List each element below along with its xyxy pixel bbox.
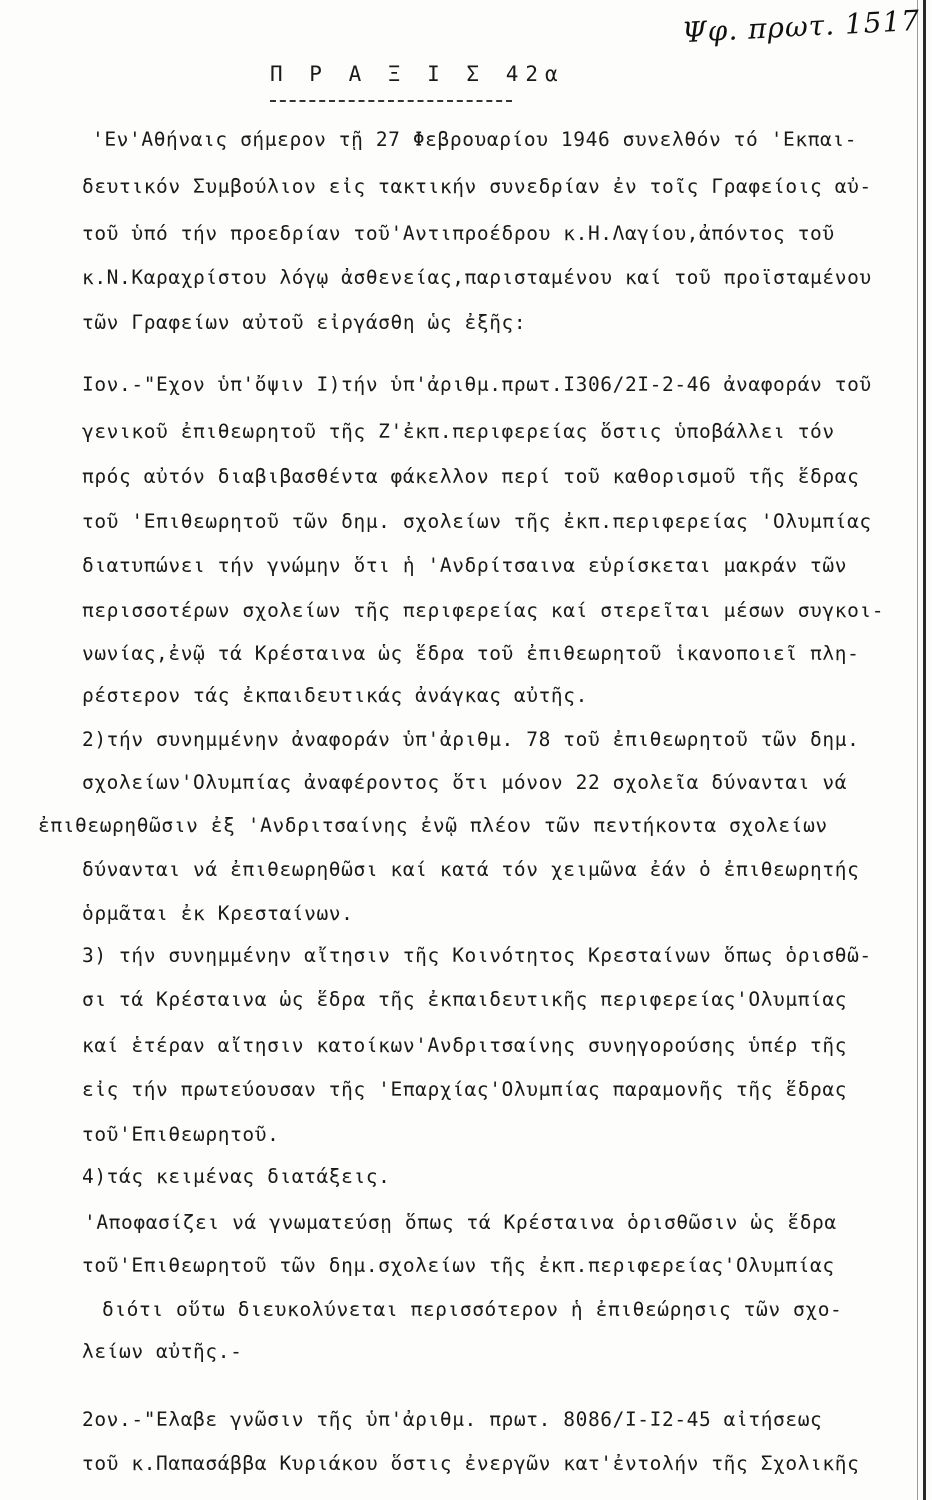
text-line: εἰς τήν πρωτεύουσαν τῆς 'Επαρχίας'Ολυμπίας παραμονῆς τῆς ἕδρας <box>82 1078 848 1101</box>
page-edge-line-thin <box>917 0 918 1500</box>
text-line: τοῦ'Επιθεωρητοῦ. <box>82 1123 280 1146</box>
text-line: Ιον.-"Εχον ὑπ'ὄψιν Ι)τήν ὑπ'ἀριθμ.πρωτ.Ι306/2Ι-2-46 ἀναφοράν τοῦ <box>82 373 872 396</box>
title-underline <box>270 100 512 102</box>
text-line: 3) τήν συνημμένην αἴτησιν τῆς Κοινότητος Κρεσταίνων ὅπως ὁρισθῶ- <box>82 944 872 967</box>
text-line: διότι οὕτω διευκολύνεται περισσότερον ἡ ἐπιθεώρησις τῶν σχο- <box>102 1298 843 1321</box>
text-line: λείων αὐτῆς.- <box>82 1340 243 1363</box>
text-line: τοῦ ὑπό τήν προεδρίαν τοῦ'Αντιπροέδρου κ.Η.Λαγίου,ἀπόντος τοῦ <box>82 222 835 245</box>
text-line: 4)τάς κειμένας διατάξεις. <box>82 1165 391 1188</box>
text-line: 2ον.-"Ελαβε γνῶσιν τῆς ὑπ'ἀριθμ. πρωτ. 8086/Ι-Ι2-45 αἰτήσεως <box>82 1408 823 1431</box>
text-line: σι τά Κρέσταινα ὡς ἕδρα τῆς ἐκπαιδευτικῆς περιφερείας'Ολυμπίας <box>82 988 848 1011</box>
text-line: κ.Ν.Καραχρίστου λόγῳ ἀσθενείας,παρισταμένου καί τοῦ προϊσταμένου <box>82 266 872 289</box>
text-line: γενικοῦ ἐπιθεωρητοῦ τῆς Ζ'ἐκπ.περιφερείας ὅστις ὑποβάλλει τόν <box>82 420 835 443</box>
text-line: τῶν Γραφείων αὐτοῦ εἰργάσθη ὡς ἐξῆς: <box>82 311 527 334</box>
text-line: διατυπώνει τήν γνώμην ὅτι ἡ 'Ανδρίτσαινα εὑρίσκεται μακράν τῶν <box>82 554 848 577</box>
text-line: 2)τήν συνημμένην ἀναφοράν ὑπ'ἀριθμ. 78 τοῦ ἐπιθεωρητοῦ τῶν δημ. <box>82 728 860 751</box>
text-line: πρός αὐτόν διαβιβασθέντα φάκελλον περί τοῦ καθορισμοῦ τῆς ἕδρας <box>82 465 860 488</box>
text-line: τοῦ κ.Παπασάββα Κυριάκου ὅστις ἐνεργῶν κατ'ἐντολήν τῆς Σχολικῆς <box>82 1452 860 1475</box>
text-line: ὁρμᾶται ἐκ Κρεσταίνων. <box>82 902 354 925</box>
text-line: ἐπιθεωρηθῶσιν ἐξ 'Ανδριτσαίνης ἐνῷ πλέον τῶν πεντήκοντα σχολείων <box>38 814 828 837</box>
text-line: 'Αποφασίζει νά γνωματεύσῃ ὅπως τά Κρέσταινα ὁρισθῶσιν ὡς ἕδρα <box>84 1211 837 1234</box>
text-line: 'Εν'Αθήναις σήμερον τῇ 27 Φεβρουαρίου 1946 συνελθόν τό 'Εκπαι- <box>92 128 858 151</box>
text-line: δύνανται νά ἐπιθεωρηθῶσι καί κατά τόν χειμῶνα ἐάν ὁ ἐπιθεωρητής <box>82 858 860 881</box>
document-title: Π Ρ Α Ξ Ι Σ 42α <box>270 62 565 86</box>
text-line: περισσοτέρων σχολείων τῆς περιφερείας καί στερεῖται μέσων συγκοι- <box>82 599 885 622</box>
text-line: δευτικόν Συμβούλιον εἰς τακτικήν συνεδρίαν ἐν τοῖς Γραφείοις αὐ- <box>82 175 872 198</box>
text-line: σχολείων'Ολυμπίας ἀναφέροντος ὅτι μόνον 22 σχολεῖα δύνανται νά <box>82 771 848 794</box>
handwritten-protocol-number: Ψφ. πρωτ. 1517 <box>681 3 921 50</box>
text-line: τοῦ 'Επιθεωρητοῦ τῶν δημ. σχολείων τῆς ἐκπ.περιφερείας 'Ολυμπίας <box>82 510 872 533</box>
text-line: τοῦ'Επιθεωρητοῦ τῶν δημ.σχολείων τῆς ἐκπ.περιφερείας'Ολυμπίας <box>82 1254 835 1277</box>
page-edge-line <box>923 0 926 1500</box>
text-line: ρέστερον τάς ἐκπαιδευτικάς ἀνάγκας αὐτῆς. <box>82 684 588 707</box>
text-line: καί ἑτέραν αἴτησιν κατοίκων'Ανδριτσαίνης συνηγορούσης ὑπέρ τῆς <box>82 1034 848 1057</box>
text-line: νωνίας,ἐνῷ τά Κρέσταινα ὡς ἕδρα τοῦ ἐπιθεωρητοῦ ἱκανοποιεῖ πλη- <box>82 642 860 665</box>
